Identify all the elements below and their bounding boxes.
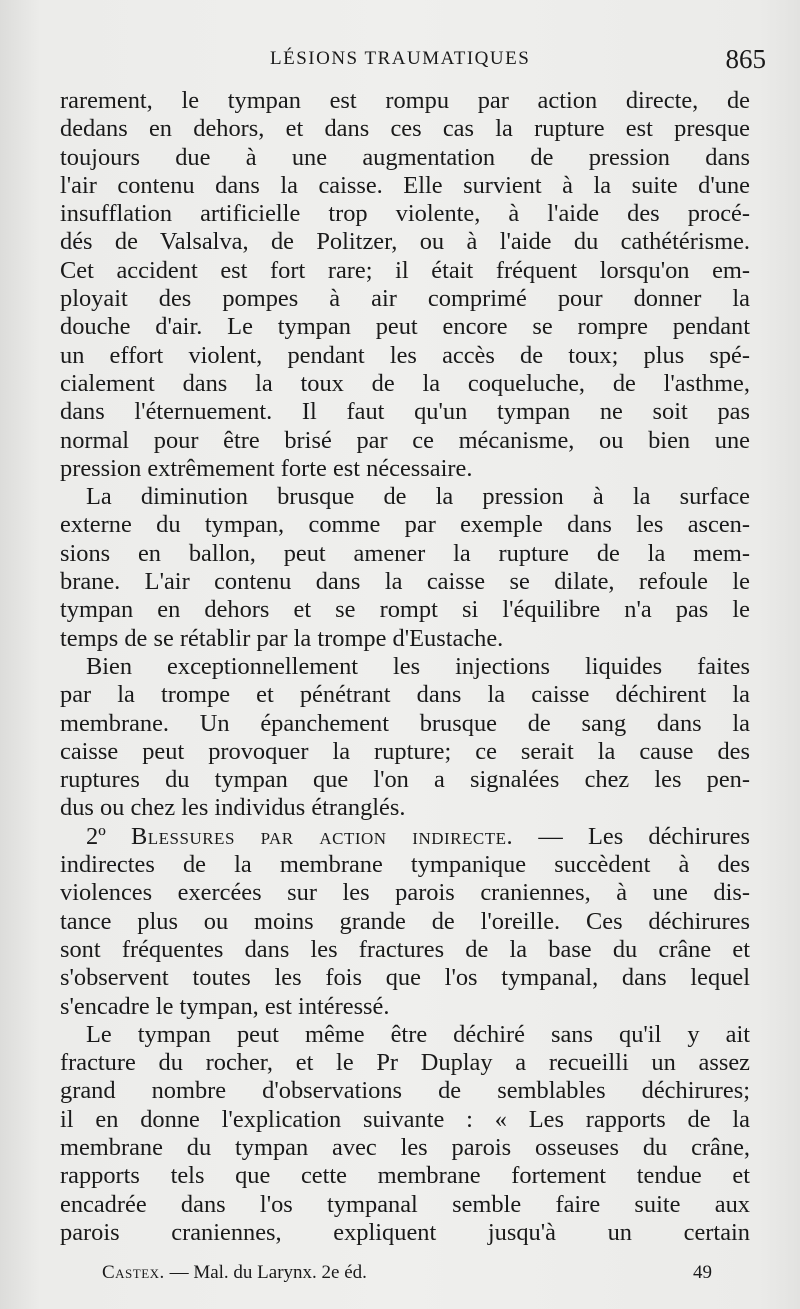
running-title: LÉSIONS TRAUMATIQUES [270, 48, 531, 69]
text-line: pression extrêmement forte est nécessaire. [60, 454, 473, 482]
text-line: dedans en dehors, et dans ces cas la rupture est presque [60, 115, 750, 143]
text-line: externe du tympan, comme par exemple dans les ascen- [60, 511, 750, 539]
text-line: tympan en dehors et se rompt si l'équilibre n'a pas le [60, 596, 750, 624]
text-line: Cet accident est fort rare; il était fréquent lorsqu'on em- [60, 256, 750, 284]
text-line: insufflation artificielle trop violente, à l'aide des procé- [60, 200, 750, 228]
heading-continuation: — Les déchirures [513, 822, 750, 850]
text-line: sions en ballon, peut amener la rupture de la mem- [60, 539, 750, 567]
text-line: un effort violent, pendant les accès de toux; plus spé- [60, 341, 750, 369]
text-line: il en donne l'explication suivante : « Les rapports de la [60, 1105, 750, 1133]
text-line: grand nombre d'observations de semblables déchirures; [60, 1077, 750, 1105]
paragraph [60, 653, 750, 823]
text-line: encadrée dans l'os tympanal semble faire suite aux [60, 1190, 750, 1218]
paragraph [60, 823, 750, 1021]
page-header [60, 44, 776, 74]
text-line: dés de Valsalva, de Politzer, ou à l'aide du cathétérisme. [60, 228, 750, 256]
text-line: par la trompe et pénétrant dans la caisse déchirent la [60, 681, 750, 709]
body-text [60, 87, 750, 1247]
text-line: sont fréquentes dans les fractures de la base du crâne et [60, 935, 750, 963]
text-line: douche d'air. Le tympan peut encore se rompre pendant [60, 313, 750, 341]
signature-mark: 49 [693, 1262, 712, 1283]
paragraph [60, 1021, 750, 1247]
text-line: tance plus ou moins grande de l'oreille. Ces déchirures [60, 907, 750, 935]
text-line: La diminution brusque de la pression à la surface [86, 483, 750, 511]
text-line: rarement, le tympan est rompu par action directe, de [60, 87, 750, 114]
footer-book-title: — Mal. du Larynx. 2e éd. [169, 1262, 367, 1283]
text-line: normal pour être brisé par ce mécanisme, ou bien une [60, 426, 750, 454]
text-line: temps de se rétablir par la trompe d'Eustache. [60, 624, 504, 652]
text-line: fracture du rocher, et le Pr Duplay a recueilli un assez [60, 1049, 750, 1077]
text-line: ployait des pompes à air comprimé pour donner la [60, 285, 750, 313]
text-line: membrane. Un épanchement brusque de sang dans la [60, 709, 750, 737]
text-line: membrane du tympan avec les parois osseuses du crâne, [60, 1133, 750, 1161]
text-line: indirectes de la membrane tympanique succèdent à des [60, 851, 750, 879]
text-line: parois craniennes, expliquent jusqu'à un certain [60, 1218, 750, 1246]
text-line: violences exercées sur les parois craniennes, à une dis- [60, 879, 750, 907]
footer-credit [102, 1262, 367, 1284]
paragraph [60, 483, 750, 653]
text-line: Bien exceptionnellement les injections liquides faites [86, 652, 750, 680]
text-line: dans l'éternuement. Il faut qu'un tympan ne soit pas [60, 398, 750, 426]
section-heading: Blessures par action indirecte. [131, 822, 514, 850]
page-footer [102, 1262, 712, 1292]
paragraph [60, 87, 750, 483]
text-line: l'air contenu dans la caisse. Elle survient à la suite d'une [60, 171, 750, 199]
page-number: 865 [725, 44, 766, 74]
text-line: rapports tels que cette membrane fortement tendue et [60, 1162, 750, 1190]
text-line: cialement dans la toux de la coqueluche, de l'asthme, [60, 369, 750, 397]
section-heading-line [60, 823, 750, 851]
text-line: dus ou chez les individus étranglés. [60, 794, 406, 822]
text-line: caisse peut provoquer la rupture; ce serait la cause des [60, 737, 750, 765]
text-line: Le tympan peut même être déchiré sans qu'il y ait [86, 1020, 750, 1048]
text-line: ruptures du tympan que l'on a signalées chez les pen- [60, 766, 750, 794]
text-line: s'encadre le tympan, est intéressé. [60, 992, 390, 1020]
footer-author: Castex. [102, 1262, 165, 1283]
text-line: brane. L'air contenu dans la caisse se dilate, refoule le [60, 568, 750, 596]
text-line: s'observent toutes les fois que l'os tympanal, dans lequel [60, 964, 750, 992]
heading-number: 2º [86, 822, 106, 850]
text-line: toujours due à une augmentation de pression dans [60, 143, 750, 171]
